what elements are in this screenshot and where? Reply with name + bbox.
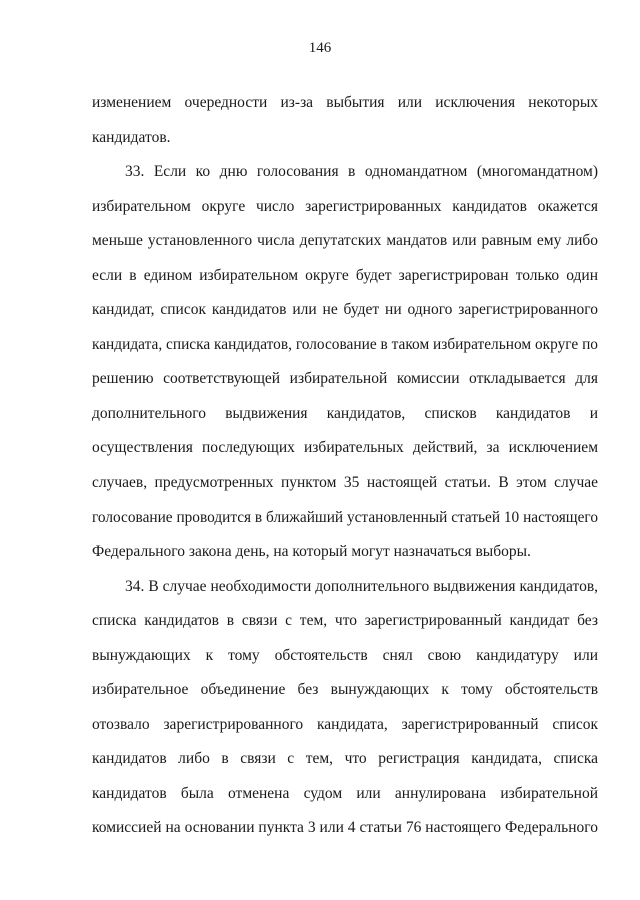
- text-line: меньше установленного числа депутатских мандатов или равным ему либо: [92, 232, 599, 250]
- page-number: 146: [308, 40, 332, 56]
- paragraph-continuation: [92, 92, 598, 161]
- paragraph-item-34: [92, 576, 598, 852]
- text-line: избирательное объединение без вынуждающих к тому обстоятельств: [92, 681, 599, 699]
- text-line: 34. В случае необходимости дополнительного выдвижения кандидатов,: [125, 577, 599, 595]
- text-line: 33. Если ко дню голосования в одномандатном (многомандатном): [125, 163, 599, 181]
- text-line: комиссией на основании пункта 3 или 4 статьи 76 настоящего Федерального: [92, 819, 598, 837]
- text-line: отозвало зарегистрированного кандидата, зарегистрированный список: [92, 715, 598, 733]
- text-line: Федерального закона день, на который могут назначаться выборы.: [92, 543, 531, 561]
- text-line: вынуждающих к тому обстоятельств снял свою кандидатуру или: [92, 646, 598, 664]
- paragraph-item-33: [92, 161, 598, 576]
- text-line: дополнительного выдвижения кандидатов, списков кандидатов и: [92, 404, 598, 422]
- text-line: кандидата, списка кандидатов, голосование в таком избирательном округе по: [92, 335, 598, 353]
- document-body: [92, 92, 598, 852]
- text-line: кандидат, список кандидатов или не будет ни одного зарегистрированного: [92, 301, 599, 319]
- text-line: избирательном округе число зарегистрированных кандидатов окажется: [92, 197, 598, 215]
- text-line: решению соответствующей избирательной комиссии откладывается для: [92, 370, 598, 388]
- text-line: если в едином избирательном округе будет зарегистрирован только один: [92, 266, 598, 284]
- text-line: осуществления последующих избирательных действий, за исключением: [92, 439, 598, 457]
- text-line: кандидатов была отменена судом или аннулирована избирательной: [92, 784, 598, 802]
- text-line: случаев, предусмотренных пунктом 35 настоящей статьи. В этом случае: [92, 474, 599, 492]
- text-line: кандидатов.: [92, 128, 171, 146]
- text-line: списка кандидатов в связи с тем, что зарегистрированный кандидат без: [92, 612, 598, 630]
- text-line: изменением очередности из-за выбытия или исключения некоторых: [92, 94, 599, 111]
- text-line: голосование проводится в ближайший установленный статьей 10 настоящего: [92, 508, 598, 526]
- text-line: кандидатов либо в связи с тем, что регистрация кандидата, списка: [92, 750, 598, 768]
